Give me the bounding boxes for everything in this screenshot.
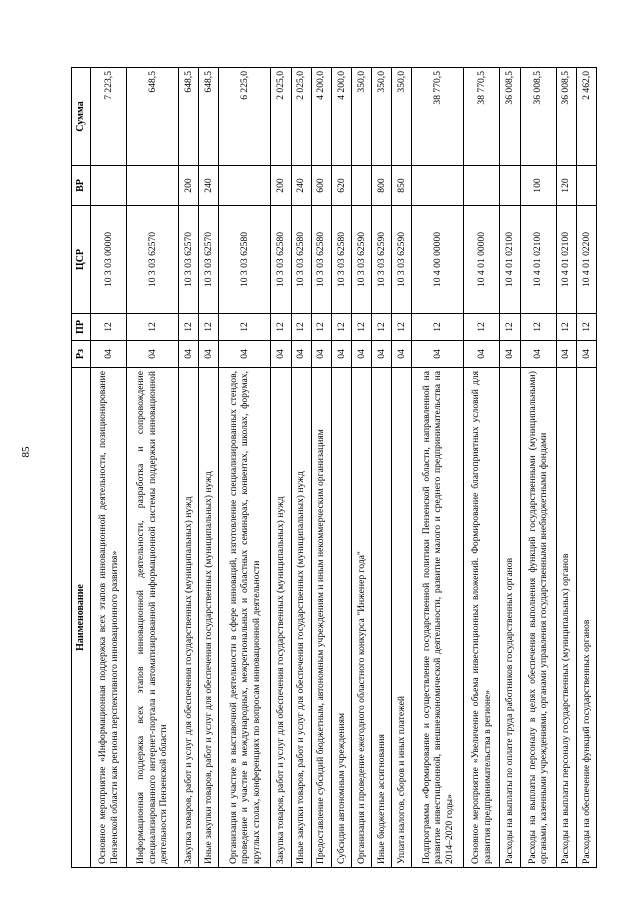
cell-pr: 12 xyxy=(311,314,331,341)
cell-sum: 36 008,5 xyxy=(520,68,556,166)
cell-csr: 10 3 03 62590 xyxy=(351,206,371,314)
cell-pr: 12 xyxy=(412,314,464,341)
cell-pr: 12 xyxy=(91,314,127,341)
cell-name: Закупка товаров, работ и услуг для обеспечения государственных (муниципальных) нужд xyxy=(271,368,291,868)
cell-pr: 12 xyxy=(392,314,412,341)
cell-sum: 7 223,5 xyxy=(91,68,127,166)
cell-pr: 12 xyxy=(179,314,199,341)
cell-pr: 12 xyxy=(127,314,179,341)
cell-csr: 10 4 01 00000 xyxy=(464,206,500,314)
cell-sum: 648,5 xyxy=(199,68,219,166)
cell-pr: 12 xyxy=(291,314,311,341)
table-row xyxy=(412,68,464,868)
cell-rz: 04 xyxy=(127,341,179,368)
page-number: 85 xyxy=(20,446,32,458)
cell-csr: 10 3 03 62590 xyxy=(372,206,392,314)
cell-name: Иные закупки товаров, работ и услуг для обеспечения государственных (муниципальных) нужд xyxy=(291,368,311,868)
cell-sum: 2 462,0 xyxy=(576,68,596,166)
cell-pr: 12 xyxy=(199,314,219,341)
cell-csr: 10 3 03 62580 xyxy=(311,206,331,314)
cell-pr: 12 xyxy=(520,314,556,341)
table-row xyxy=(500,68,520,868)
cell-rz: 04 xyxy=(199,341,219,368)
cell-name: Расходы на выплаты персоналу государственных (муниципальных) органов xyxy=(556,368,576,868)
cell-csr: 10 3 03 62570 xyxy=(179,206,199,314)
cell-name: Уплата налогов, сборов и иных платежей xyxy=(392,368,412,868)
cell-sum: 350,0 xyxy=(392,68,412,166)
cell-name: Информационная поддержка всех этапов инновационной деятельности, разработка и сопровождение специализированного интернет-портала и автоматизированной информационной системы поддержки инновационной деятельности Пензенской области xyxy=(127,368,179,868)
cell-vr: 240 xyxy=(291,166,311,206)
cell-csr: 10 3 03 62570 xyxy=(199,206,219,314)
table-row xyxy=(464,68,500,868)
cell-vr: 620 xyxy=(331,166,351,206)
table-row xyxy=(351,68,371,868)
table-row xyxy=(91,68,127,868)
cell-rz: 04 xyxy=(311,341,331,368)
cell-rz: 04 xyxy=(91,341,127,368)
cell-name: Иные бюджетные ассигнования xyxy=(372,368,392,868)
cell-rz: 04 xyxy=(464,341,500,368)
table-row xyxy=(199,68,219,868)
cell-sum: 350,0 xyxy=(372,68,392,166)
cell-vr xyxy=(91,166,127,206)
cell-rz: 04 xyxy=(500,341,520,368)
table-row xyxy=(556,68,576,868)
cell-sum: 648,5 xyxy=(179,68,199,166)
cell-vr: 240 xyxy=(199,166,219,206)
table-row xyxy=(219,68,271,868)
cell-pr: 12 xyxy=(271,314,291,341)
cell-sum: 38 770,5 xyxy=(464,68,500,166)
cell-name: Основное мероприятие «Увеличение объема инвестиционных вложений. Формирование благоприятных условий для развития предпринимательства в регионе» xyxy=(464,368,500,868)
cell-name: Расходы на выплаты персоналу в целях обеспечения выполнения функций государственными (муниципальными) органами, казенными учреждениями, органами управления государственными внебюджетными фондами xyxy=(520,368,556,868)
table-row xyxy=(311,68,331,868)
table-row xyxy=(372,68,392,868)
cell-pr: 12 xyxy=(464,314,500,341)
cell-rz: 04 xyxy=(351,341,371,368)
cell-name: Иные закупки товаров, работ и услуг для обеспечения государственных (муниципальных) нужд xyxy=(199,368,219,868)
cell-sum: 36 008,5 xyxy=(500,68,520,166)
cell-rz: 04 xyxy=(291,341,311,368)
cell-rz: 04 xyxy=(412,341,464,368)
cell-vr xyxy=(576,166,596,206)
header-vr: ВР xyxy=(72,166,91,206)
cell-name: Предоставление субсидий бюджетным, автономным учреждениям и иным некоммерческим организациям xyxy=(311,368,331,868)
table-row xyxy=(331,68,351,868)
table-row xyxy=(179,68,199,868)
table-row xyxy=(392,68,412,868)
cell-name: Расходы на выплаты по оплате труда работников государственных органов xyxy=(500,368,520,868)
cell-csr: 10 3 03 62580 xyxy=(291,206,311,314)
cell-vr: 600 xyxy=(311,166,331,206)
cell-sum: 4 200,0 xyxy=(331,68,351,166)
cell-sum: 4 200,0 xyxy=(311,68,331,166)
cell-csr: 10 4 01 02100 xyxy=(520,206,556,314)
cell-name: Закупка товаров, работ и услуг для обеспечения государственных (муниципальных) нужд xyxy=(179,368,199,868)
cell-vr xyxy=(412,166,464,206)
cell-rz: 04 xyxy=(179,341,199,368)
table-header-row xyxy=(72,68,91,868)
cell-pr: 12 xyxy=(219,314,271,341)
cell-name: Организация и проведение ежегодного областного конкурса "Инженер года" xyxy=(351,368,371,868)
cell-csr: 10 4 01 02100 xyxy=(556,206,576,314)
cell-rz: 04 xyxy=(556,341,576,368)
cell-csr: 10 3 03 62570 xyxy=(127,206,179,314)
table-row xyxy=(576,68,596,868)
cell-vr xyxy=(219,166,271,206)
table-row xyxy=(271,68,291,868)
header-name: Наименование xyxy=(72,368,91,868)
cell-pr: 12 xyxy=(500,314,520,341)
cell-vr: 800 xyxy=(372,166,392,206)
cell-csr: 10 3 03 62590 xyxy=(392,206,412,314)
cell-vr xyxy=(351,166,371,206)
cell-name: Основное мероприятие «Информационная поддержка всех этапов инновационной деятельности, позиционирование Пензенской области как региона перспективного инновационного развития» xyxy=(91,368,127,868)
cell-rz: 04 xyxy=(271,341,291,368)
cell-rz: 04 xyxy=(219,341,271,368)
cell-pr: 12 xyxy=(351,314,371,341)
cell-name: Организация и участие в выставочной деятельности в сфере инноваций, изготовление специализированных стендов, проведение и участие в международных, межрегиональных и областных семинарах, конвентах, школах, форумах, круглых столах, конференциях по вопросам инновационной деятельности xyxy=(219,368,271,868)
header-pr: ПР xyxy=(72,314,91,341)
cell-name: Расходы на обеспечение функций государственных органов xyxy=(576,368,596,868)
cell-csr: 10 3 03 62580 xyxy=(331,206,351,314)
cell-vr xyxy=(464,166,500,206)
cell-csr: 10 4 00 00000 xyxy=(412,206,464,314)
header-sum: Сумма xyxy=(72,68,91,166)
cell-rz: 04 xyxy=(520,341,556,368)
cell-vr: 200 xyxy=(271,166,291,206)
cell-name: Субсидии автономным учреждениям xyxy=(331,368,351,868)
cell-sum: 2 025,0 xyxy=(291,68,311,166)
budget-table xyxy=(71,67,597,868)
cell-csr: 10 3 03 00000 xyxy=(91,206,127,314)
cell-vr xyxy=(127,166,179,206)
table-row xyxy=(127,68,179,868)
cell-sum: 36 008,5 xyxy=(556,68,576,166)
rotated-table-wrapper xyxy=(71,68,597,868)
cell-sum: 6 225,0 xyxy=(219,68,271,166)
cell-rz: 04 xyxy=(372,341,392,368)
cell-name: Подпрограмма «Формирование и осуществление государственной политики Пензенской области, направленной на развитие инвестиционной, внешнеэкономической деятельности, развитие малого и среднего предпринимательства на 2014–2020 годы» xyxy=(412,368,464,868)
cell-sum: 2 025,0 xyxy=(271,68,291,166)
table-row xyxy=(520,68,556,868)
cell-sum: 38 770,5 xyxy=(412,68,464,166)
cell-csr: 10 3 03 62580 xyxy=(219,206,271,314)
cell-vr xyxy=(500,166,520,206)
cell-rz: 04 xyxy=(392,341,412,368)
table-row xyxy=(291,68,311,868)
cell-pr: 12 xyxy=(556,314,576,341)
cell-pr: 12 xyxy=(576,314,596,341)
header-csr: ЦСР xyxy=(72,206,91,314)
cell-vr: 120 xyxy=(556,166,576,206)
cell-sum: 350,0 xyxy=(351,68,371,166)
cell-rz: 04 xyxy=(331,341,351,368)
cell-csr: 10 3 03 62580 xyxy=(271,206,291,314)
cell-vr: 200 xyxy=(179,166,199,206)
cell-pr: 12 xyxy=(331,314,351,341)
header-rz: Рз xyxy=(72,341,91,368)
cell-rz: 04 xyxy=(576,341,596,368)
cell-csr: 10 4 01 02200 xyxy=(576,206,596,314)
cell-sum: 648,5 xyxy=(127,68,179,166)
cell-vr: 850 xyxy=(392,166,412,206)
cell-csr: 10 4 01 02100 xyxy=(500,206,520,314)
cell-vr: 100 xyxy=(520,166,556,206)
cell-pr: 12 xyxy=(372,314,392,341)
